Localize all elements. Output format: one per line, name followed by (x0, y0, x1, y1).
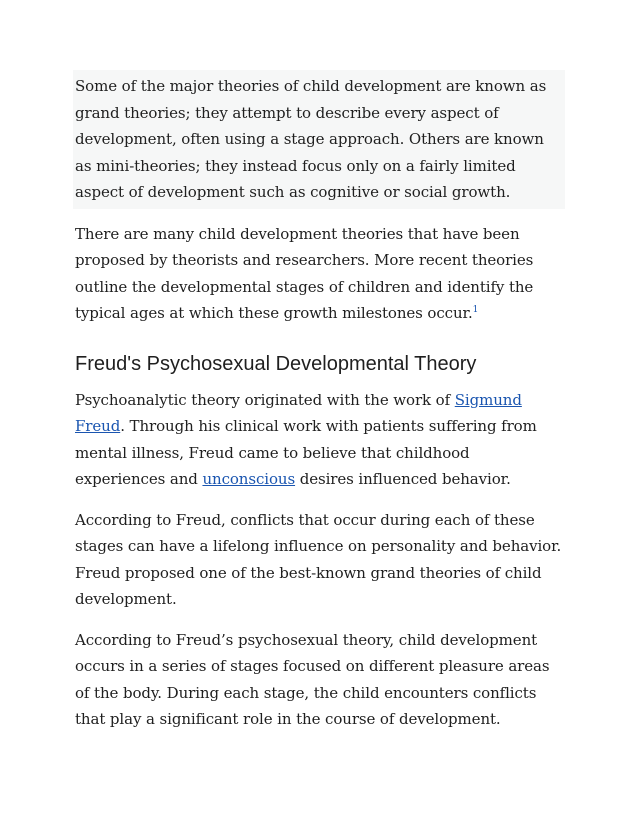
psychoanalytic-paragraph (75, 387, 563, 493)
theories-paragraph (75, 221, 563, 327)
psychoanalytic-text-part2: . Through his clinical work with patients suffering from mental illness, Freud came to believe that childhood experiences and (75, 417, 537, 488)
theories-paragraph-text: There are many child development theories that have been proposed by theorists and researchers. More recent theories outline the developmental stages of children and identify the typical ages at which these growth milestones occur. (75, 224, 534, 322)
footnote-reference-link[interactable]: 1 (472, 305, 479, 315)
unconscious-link[interactable]: unconscious (202, 470, 296, 488)
conflicts-paragraph: According to Freud, conflicts that occur during each of these stages can have a lifelong influence on personality and behavior. Freud proposed one of the best-known grand theories of child development. (75, 510, 562, 608)
highlighted-intro-block (73, 70, 565, 209)
intro-paragraph: Some of the major theories of child development are known as grand theories; they attempt to describe every aspect of development, often using a stage approach. Others are known as mini-theories; they instead focus only on a fairly limited aspect of development such as cognitive or social growth. (75, 77, 547, 201)
article-body (75, 70, 563, 733)
psychoanalytic-text-part1: Psychoanalytic theory originated with the work of (75, 390, 455, 409)
psychosexual-stages-paragraph: According to Freud’s psychosexual theory, child development occurs in a series of stages focused on different pleasure areas of the body. During each stage, the child encounters conflicts that play a significant role in the course of development. (75, 630, 550, 728)
sigmund-freud-link[interactable]: Sigmund Freud (75, 390, 522, 435)
psychoanalytic-text-part3: desires influenced behavior. (295, 470, 511, 488)
section-heading: Freud's Psychosexual Developmental Theory (75, 352, 477, 375)
